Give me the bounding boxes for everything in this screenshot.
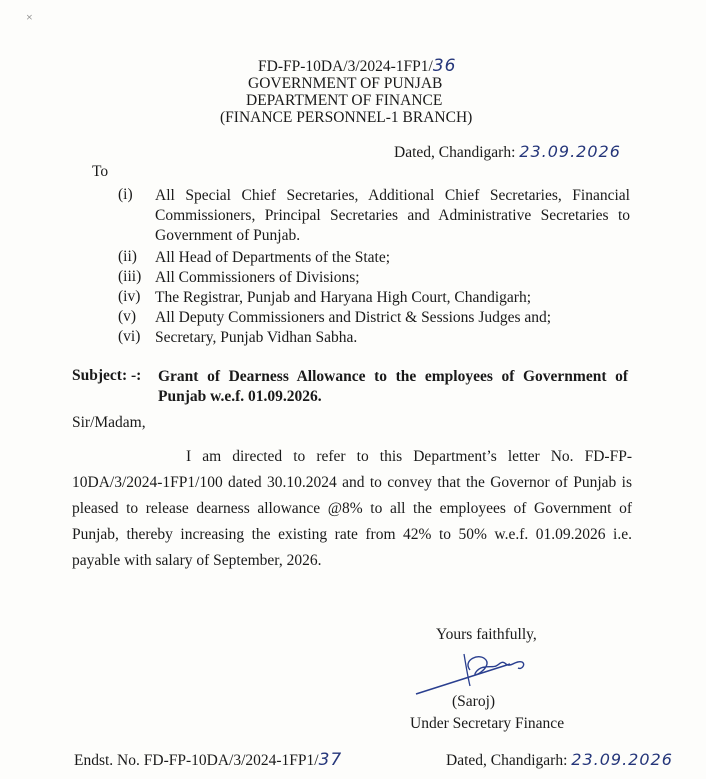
addressee-number: (iii): [118, 268, 142, 285]
addressee-text: Secretary, Punjab Vidhan Sabha.: [155, 329, 358, 346]
subject-label: Subject: -:: [72, 367, 142, 384]
addressee-number: (ii): [118, 248, 137, 265]
signatory-name: (Saroj): [452, 693, 496, 710]
endorsement-number: [74, 750, 342, 770]
addressee-text: All Special Chief Secretaries, Additional Chief Secretaries, Financial Commissioners, Principal Secretaries and Administrative Secretaries to Government of Punjab.: [155, 187, 630, 244]
addressee-number: (iv): [118, 288, 141, 305]
addressee-text: The Registrar, Punjab and Haryana High Court, Chandigarh;: [155, 289, 532, 306]
dept-name: DEPARTMENT OF FINANCE: [246, 92, 443, 109]
dated-line: [394, 142, 621, 162]
addressee-text: All Head of Departments of the State;: [155, 249, 391, 266]
corner-mark: ×: [26, 10, 33, 24]
body-paragraph: I am directed to refer to this Department’s letter No. FD-FP-10DA/3/2024-1FP1/100 dated 30.10.2024 and to convey that the Governor of Punjab is pleased to release dearness allowance @8% to all the employees of Government of Punjab, thereby increasing the existing rate from 42% to 50% w.e.f. 01.09.2026 i.e. payable with salary of September, 2026.: [72, 448, 632, 569]
endorsement-label: Endst. No. FD-FP-10DA/3/2024-1FP1/: [74, 752, 319, 769]
signature-icon: [412, 650, 542, 698]
salutation: Sir/Madam,: [72, 414, 146, 431]
signatory-designation: Under Secretary Finance: [410, 715, 565, 732]
endorsement-dated-label: Dated, Chandigarh:: [446, 752, 568, 769]
ref-number-handwritten: 36: [432, 56, 457, 76]
endorsement-date-handwritten: 23.09.2026: [571, 750, 673, 769]
dated-label: Dated, Chandigarh:: [394, 144, 516, 161]
addressee-number: (i): [118, 186, 133, 203]
ref-number-text: FD-FP-10DA/3/2024-1FP1/: [258, 58, 433, 75]
endorsement-number-handwritten: 37: [318, 750, 343, 770]
addressee-text: All Deputy Commissioners and District & Sessions Judges and;: [155, 309, 552, 326]
ref-number: [258, 56, 456, 76]
dated-date-handwritten: 23.09.2026: [519, 142, 621, 161]
endorsement-date: [446, 750, 673, 770]
closing: Yours faithfully,: [436, 626, 537, 643]
branch-name: (FINANCE PERSONNEL-1 BRANCH): [220, 109, 473, 126]
subject-text: Grant of Dearness Allowance to the employees of Government of Punjab w.e.f. 01.09.2026.: [158, 368, 628, 405]
to-label: To: [92, 163, 109, 180]
addressee-number: (v): [118, 308, 137, 325]
addressee-number: (vi): [118, 328, 141, 345]
govt-name: GOVERNMENT OF PUNJAB: [248, 75, 443, 92]
addressee-text: All Commissioners of Divisions;: [155, 269, 360, 286]
